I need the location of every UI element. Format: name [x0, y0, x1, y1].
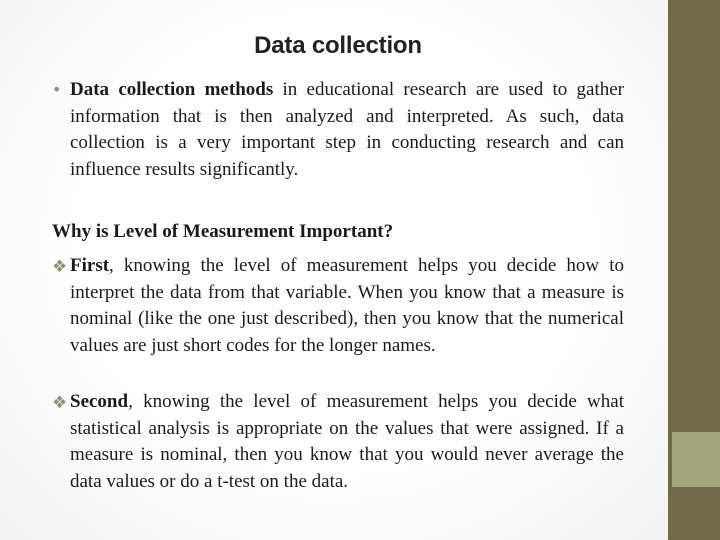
bullet-paragraph	[52, 77, 624, 183]
decorative-sidebar-accent	[672, 432, 720, 487]
intro-bullet	[52, 77, 624, 183]
bullet-text: in educational research are used to gather information that is then analyzed and interpreted. As such, data collection is a very important step in conducting research and can influence results significantly.	[70, 79, 624, 180]
point-lead: Second	[70, 391, 129, 412]
slide-title: Data collection	[254, 32, 422, 59]
point-text: , knowing the level of measurement helps you decide what statistical analysis is appropriate on the values that were assigned. If a measure is nominal, then you know that you would never average the data values or do a t-test on the data.	[70, 391, 624, 492]
point-lead: First	[70, 255, 110, 276]
point-paragraph	[52, 253, 624, 359]
bullet-lead: Data collection methods	[70, 79, 274, 100]
section-heading: Why is Level of Measurement Important?	[52, 221, 394, 242]
point-first	[52, 253, 624, 359]
diamond-bullet-icon: ❖	[52, 393, 68, 413]
point-second	[52, 389, 624, 495]
point-text: , knowing the level of measurement helps you decide how to interpret the data from that variable. When you know that a measure is nominal (like the one just described), then you know that the numerical values are just short codes for the longer names.	[70, 255, 624, 356]
point-paragraph	[52, 389, 624, 495]
diamond-bullet-icon: ❖	[52, 257, 68, 277]
dot-bullet-icon: •	[52, 80, 62, 99]
